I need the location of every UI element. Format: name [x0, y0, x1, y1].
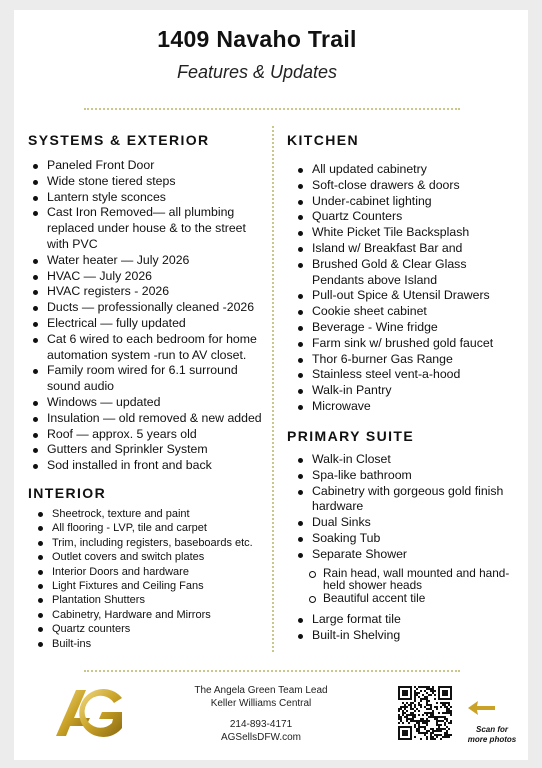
- list-item: Cookie sheet cabinet: [293, 304, 515, 320]
- list-item: White Picket Tile Backsplash: [293, 225, 515, 241]
- list-item: Sheetrock, texture and paint: [33, 507, 270, 521]
- list-item: Sod installed in front and back: [28, 458, 270, 474]
- team-name: The Angela Green Team Lead: [194, 685, 328, 696]
- list-item: All flooring - LVP, tile and carpet: [33, 521, 270, 535]
- list-item: Plantation Shutters: [33, 593, 270, 607]
- ag-logo: [52, 684, 126, 740]
- systems-heading: SYSTEMS & EXTERIOR: [28, 132, 210, 148]
- suite-heading: PRIMARY SUITE: [287, 428, 415, 444]
- list-item: Trim, including registers, baseboards etc.: [33, 536, 270, 550]
- agent-contact: [150, 684, 372, 744]
- list-item: Insulation — old removed & new added: [28, 411, 270, 427]
- list-item: Thor 6-burner Gas Range: [293, 352, 515, 368]
- interior-list: [33, 507, 270, 651]
- interior-heading: INTERIOR: [28, 485, 107, 501]
- list-item: Cabinetry with gorgeous gold finish hardware: [293, 484, 515, 516]
- list-item: Cat 6 wired to each bedroom for home automation system -run to AV closet.: [28, 332, 270, 364]
- list-item: HVAC registers - 2026: [28, 284, 270, 300]
- list-item: Island w/ Breakfast Bar and: [293, 241, 515, 257]
- list-item: Walk-in Closet: [293, 452, 515, 468]
- list-item: Quartz counters: [33, 622, 270, 636]
- list-item: Lantern style sconces: [28, 190, 270, 206]
- list-item: Electrical — fully updated: [28, 316, 270, 332]
- list-item: Dual Sinks: [293, 515, 515, 531]
- list-item: Windows — updated: [28, 395, 270, 411]
- list-item: Family room wired for 6.1 surround sound audio: [28, 363, 270, 395]
- website-link[interactable]: AGSellsDFW.com: [220, 732, 301, 743]
- list-item: Brushed Gold & Clear Glass Pendants above Island: [293, 257, 515, 289]
- scan-note: [462, 725, 522, 745]
- list-item: Walk-in Pantry: [293, 383, 515, 399]
- list-item: Pull-out Spice & Utensil Drawers: [293, 288, 515, 304]
- list-item: Built-ins: [33, 637, 270, 651]
- shower-details: [293, 567, 515, 605]
- brokerage-name: Keller Williams Central: [210, 698, 312, 709]
- qr-code-icon[interactable]: [398, 686, 452, 740]
- systems-list: [28, 158, 270, 474]
- kitchen-list: [293, 162, 515, 415]
- list-item: Rain head, wall mounted and hand-held shower heads: [293, 567, 515, 592]
- page-subtitle: Features & Updates: [176, 62, 338, 82]
- phone-number[interactable]: 214-893-4171: [229, 719, 293, 730]
- list-item: Light Fixtures and Ceiling Fans: [33, 579, 270, 593]
- list-item: Beautiful accent tile: [293, 592, 515, 605]
- page-title: 1409 Navaho Trail: [157, 26, 357, 52]
- list-item: Outlet covers and switch plates: [33, 550, 270, 564]
- list-item: Water heater — July 2026: [28, 253, 270, 269]
- arrow-left-icon: [466, 700, 496, 716]
- header-divider: [84, 108, 460, 110]
- kitchen-heading: KITCHEN: [287, 132, 360, 148]
- list-item: Microwave: [293, 399, 515, 415]
- list-item: Soaking Tub: [293, 531, 515, 547]
- footer-divider: [84, 670, 460, 672]
- scan-line-2: more photos: [467, 735, 517, 744]
- list-item: Soft-close drawers & doors: [293, 178, 515, 194]
- list-item: Beverage - Wine fridge: [293, 320, 515, 336]
- suite-list: [293, 452, 515, 644]
- list-item: Separate Shower: [293, 547, 515, 563]
- list-item: Cast Iron Removed— all plumbing replaced under house & to the street with PVC: [28, 205, 270, 252]
- list-item: Large format tile: [293, 612, 515, 628]
- list-item: Roof — approx. 5 years old: [28, 427, 270, 443]
- scan-line-1: Scan for: [475, 725, 508, 734]
- list-item: All updated cabinetry: [293, 162, 515, 178]
- list-item: Wide stone tiered steps: [28, 174, 270, 190]
- list-item: Built-in Shelving: [293, 628, 515, 644]
- list-item: HVAC — July 2026: [28, 269, 270, 285]
- list-item: Interior Doors and hardware: [33, 565, 270, 579]
- list-item: Under-cabinet lighting: [293, 194, 515, 210]
- list-item: Quartz Counters: [293, 209, 515, 225]
- list-item: Gutters and Sprinkler System: [28, 442, 270, 458]
- list-item: Farm sink w/ brushed gold faucet: [293, 336, 515, 352]
- column-divider: [272, 126, 274, 652]
- list-item: Cabinetry, Hardware and Mirrors: [33, 608, 270, 622]
- list-item: Spa-like bathroom: [293, 468, 515, 484]
- list-item: Ducts — professionally cleaned -2026: [28, 300, 270, 316]
- list-item: Paneled Front Door: [28, 158, 270, 174]
- list-item: Stainless steel vent-a-hood: [293, 367, 515, 383]
